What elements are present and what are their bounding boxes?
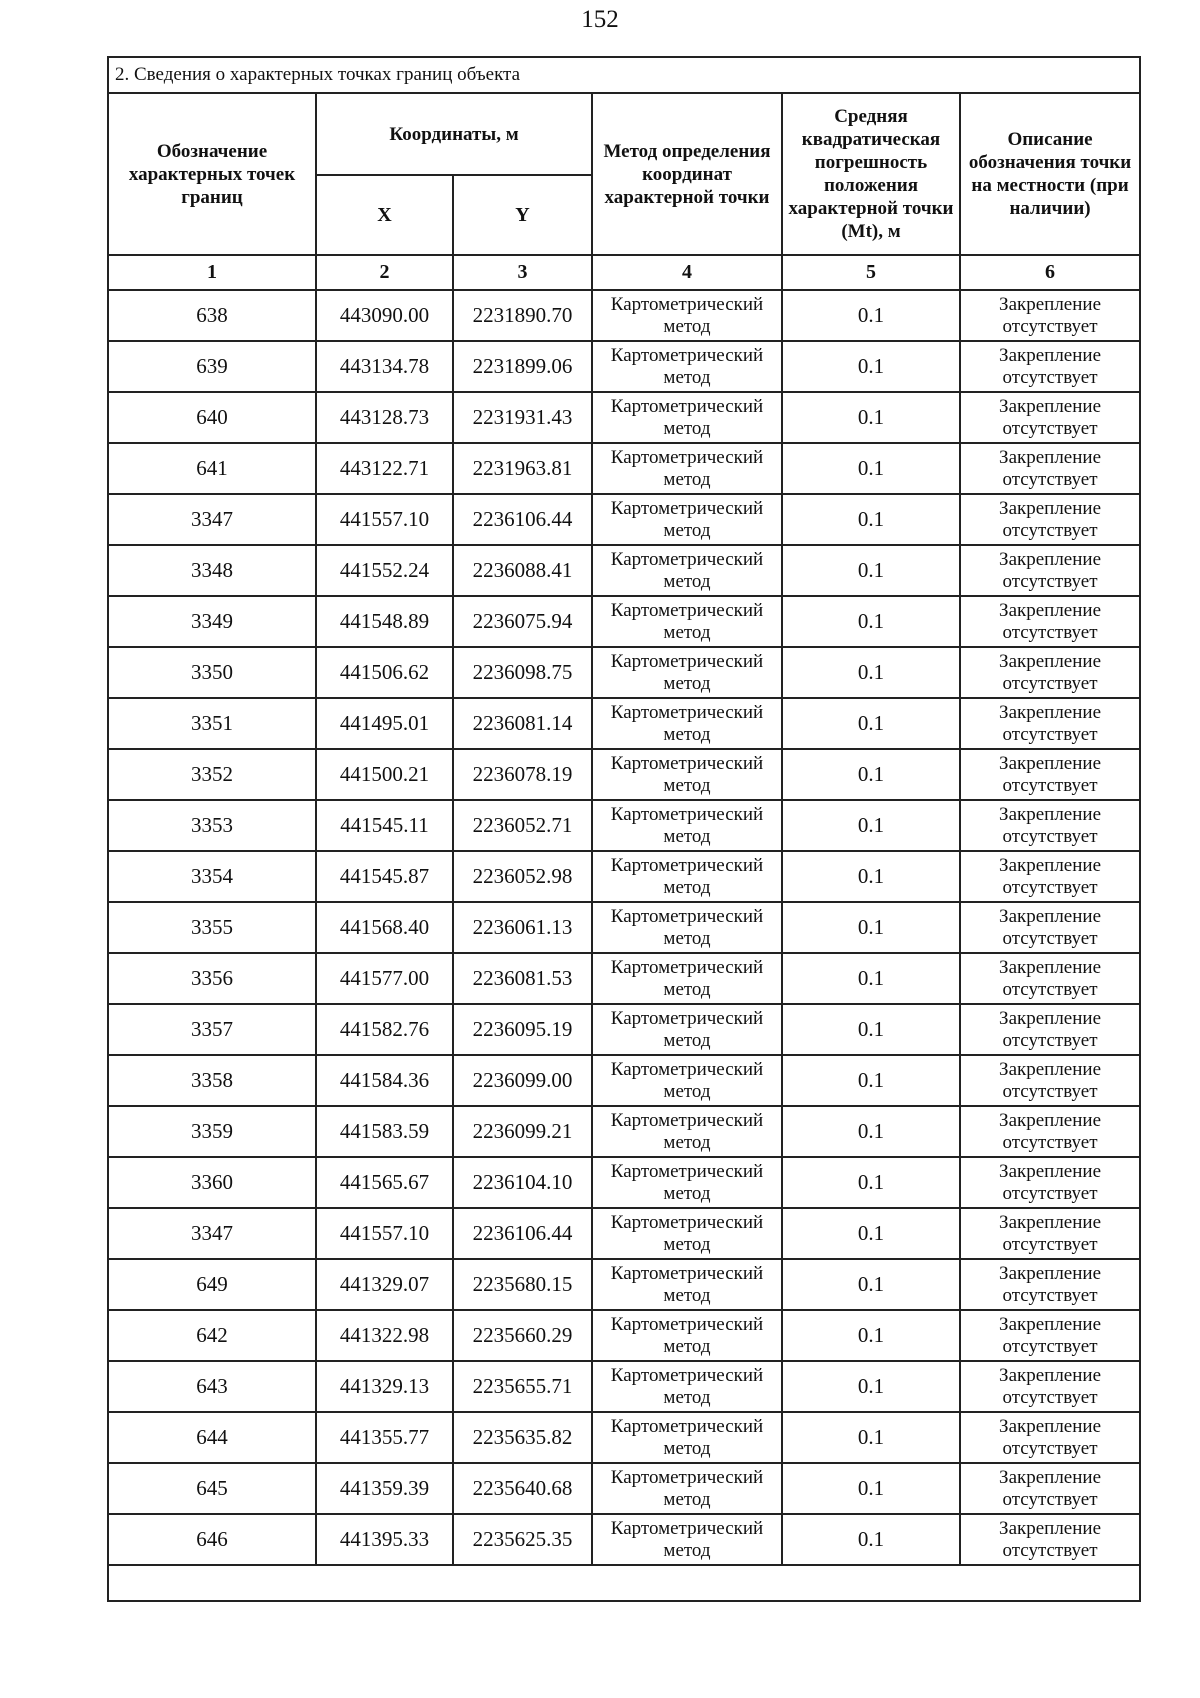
description-line: отсутствует — [1002, 1080, 1098, 1102]
description-line: отсутствует — [1002, 570, 1098, 592]
error-value: 0.1 — [782, 1412, 960, 1463]
section-title: 2. Сведения о характерных точках границ объекта — [108, 57, 1140, 93]
method-line: метод — [663, 519, 711, 541]
coord-x: 441395.33 — [316, 1514, 453, 1565]
description-cell — [960, 1055, 1140, 1106]
description-line: Закрепление — [999, 446, 1102, 468]
description-line: отсутствует — [1002, 417, 1098, 439]
coord-x: 441500.21 — [316, 749, 453, 800]
coord-x: 441329.13 — [316, 1361, 453, 1412]
method-line: метод — [663, 1080, 711, 1102]
error-value: 0.1 — [782, 443, 960, 494]
page-number: 152 — [581, 6, 619, 33]
coord-y: 2231931.43 — [453, 392, 592, 443]
method-cell — [592, 1463, 782, 1514]
column-number: 4 — [592, 255, 782, 290]
table-row — [108, 851, 1140, 902]
method-line: Картометрический — [610, 446, 764, 468]
method-line: Картометрический — [610, 1313, 764, 1335]
description-cell — [960, 290, 1140, 341]
point-number: 3359 — [108, 1106, 316, 1157]
description-line: отсутствует — [1002, 1284, 1098, 1306]
description-line: Закрепление — [999, 1517, 1102, 1539]
description-cell — [960, 443, 1140, 494]
method-cell — [592, 1412, 782, 1463]
point-number: 646 — [108, 1514, 316, 1565]
method-line: метод — [663, 1284, 711, 1306]
table-row — [108, 647, 1140, 698]
description-cell — [960, 1361, 1140, 1412]
coord-x: 441583.59 — [316, 1106, 453, 1157]
method-line: Картометрический — [610, 599, 764, 621]
table-row — [108, 392, 1140, 443]
error-value: 0.1 — [782, 1157, 960, 1208]
method-cell — [592, 341, 782, 392]
description-line: Закрепление — [999, 854, 1102, 876]
method-cell — [592, 545, 782, 596]
table-row — [108, 1361, 1140, 1412]
table-row — [108, 1463, 1140, 1514]
error-value: 0.1 — [782, 1106, 960, 1157]
description-line: Закрепление — [999, 1313, 1102, 1335]
description-cell — [960, 596, 1140, 647]
coord-x: 441582.76 — [316, 1004, 453, 1055]
method-line: метод — [663, 1539, 711, 1561]
description-line: Закрепление — [999, 497, 1102, 519]
coord-x: 443122.71 — [316, 443, 453, 494]
method-line: метод — [663, 468, 711, 490]
point-number: 3350 — [108, 647, 316, 698]
coord-x: 441359.39 — [316, 1463, 453, 1514]
description-cell — [960, 494, 1140, 545]
description-line: отсутствует — [1002, 519, 1098, 541]
method-line: метод — [663, 927, 711, 949]
coord-y: 2236099.00 — [453, 1055, 592, 1106]
table-row — [108, 596, 1140, 647]
description-line: отсутствует — [1002, 1233, 1098, 1255]
header-description: Описание обозначения точки на местности (при наличии) — [960, 93, 1140, 255]
coord-x: 441329.07 — [316, 1259, 453, 1310]
method-cell — [592, 1055, 782, 1106]
description-line: Закрепление — [999, 650, 1102, 672]
method-cell — [592, 1259, 782, 1310]
coord-y: 2235680.15 — [453, 1259, 592, 1310]
coord-y: 2236061.13 — [453, 902, 592, 953]
method-cell — [592, 953, 782, 1004]
method-line: метод — [663, 672, 711, 694]
column-number: 5 — [782, 255, 960, 290]
error-value: 0.1 — [782, 545, 960, 596]
coord-y: 2236088.41 — [453, 545, 592, 596]
method-line: Картометрический — [610, 1517, 764, 1539]
description-line: Закрепление — [999, 1160, 1102, 1182]
method-cell — [592, 1004, 782, 1055]
point-number: 3351 — [108, 698, 316, 749]
description-line: отсутствует — [1002, 927, 1098, 949]
point-number: 644 — [108, 1412, 316, 1463]
method-line: метод — [663, 1182, 711, 1204]
column-number: 1 — [108, 255, 316, 290]
error-value: 0.1 — [782, 494, 960, 545]
coord-y: 2236106.44 — [453, 494, 592, 545]
description-line: отсутствует — [1002, 1488, 1098, 1510]
coord-y: 2236081.53 — [453, 953, 592, 1004]
method-cell — [592, 851, 782, 902]
point-number: 3356 — [108, 953, 316, 1004]
coord-y: 2236081.14 — [453, 698, 592, 749]
method-line: Картометрический — [610, 293, 764, 315]
description-cell — [960, 1259, 1140, 1310]
coord-x: 441545.11 — [316, 800, 453, 851]
description-line: Закрепление — [999, 752, 1102, 774]
method-cell — [592, 392, 782, 443]
description-line: отсутствует — [1002, 723, 1098, 745]
method-line: Картометрический — [610, 752, 764, 774]
point-number: 3352 — [108, 749, 316, 800]
description-cell — [960, 1157, 1140, 1208]
table-row — [108, 953, 1140, 1004]
coord-x: 441577.00 — [316, 953, 453, 1004]
description-line: отсутствует — [1002, 978, 1098, 1000]
point-number: 642 — [108, 1310, 316, 1361]
method-line: метод — [663, 621, 711, 643]
description-cell — [960, 953, 1140, 1004]
method-line: Картометрический — [610, 803, 764, 825]
coord-y: 2235640.68 — [453, 1463, 592, 1514]
coord-y: 2236052.71 — [453, 800, 592, 851]
header-y: Y — [453, 175, 592, 255]
method-cell — [592, 1310, 782, 1361]
description-line: отсутствует — [1002, 621, 1098, 643]
error-value: 0.1 — [782, 1055, 960, 1106]
description-line: Закрепление — [999, 548, 1102, 570]
column-numbers-row — [108, 255, 1140, 290]
description-line: Закрепление — [999, 395, 1102, 417]
coord-x: 443090.00 — [316, 290, 453, 341]
method-line: Картометрический — [610, 701, 764, 723]
boundary-points-table — [107, 56, 1141, 1602]
description-cell — [960, 1514, 1140, 1565]
description-cell — [960, 341, 1140, 392]
description-line: Закрепление — [999, 293, 1102, 315]
coord-y: 2231890.70 — [453, 290, 592, 341]
method-line: метод — [663, 978, 711, 1000]
method-line: метод — [663, 1131, 711, 1153]
method-line: метод — [663, 1233, 711, 1255]
error-value: 0.1 — [782, 1208, 960, 1259]
point-number: 640 — [108, 392, 316, 443]
coord-x: 443128.73 — [316, 392, 453, 443]
point-number: 3348 — [108, 545, 316, 596]
error-value: 0.1 — [782, 341, 960, 392]
error-value: 0.1 — [782, 902, 960, 953]
point-number: 3360 — [108, 1157, 316, 1208]
method-line: метод — [663, 417, 711, 439]
table-row — [108, 749, 1140, 800]
table-row — [108, 341, 1140, 392]
coord-x: 441548.89 — [316, 596, 453, 647]
description-line: Закрепление — [999, 803, 1102, 825]
method-cell — [592, 1106, 782, 1157]
description-line: Закрепление — [999, 1466, 1102, 1488]
description-cell — [960, 851, 1140, 902]
method-line: Картометрический — [610, 854, 764, 876]
description-cell — [960, 647, 1140, 698]
coord-y: 2235655.71 — [453, 1361, 592, 1412]
empty-cell — [108, 1565, 1140, 1601]
coord-x: 441495.01 — [316, 698, 453, 749]
method-line: Картометрический — [610, 1364, 764, 1386]
point-number: 3357 — [108, 1004, 316, 1055]
description-line: отсутствует — [1002, 1539, 1098, 1561]
description-line: отсутствует — [1002, 1437, 1098, 1459]
column-number: 6 — [960, 255, 1140, 290]
description-line: Закрепление — [999, 1364, 1102, 1386]
column-number: 3 — [453, 255, 592, 290]
method-line: метод — [663, 876, 711, 898]
method-line: Картометрический — [610, 344, 764, 366]
error-value: 0.1 — [782, 392, 960, 443]
error-value: 0.1 — [782, 596, 960, 647]
coord-x: 441568.40 — [316, 902, 453, 953]
error-value: 0.1 — [782, 749, 960, 800]
description-cell — [960, 749, 1140, 800]
description-line: отсутствует — [1002, 825, 1098, 847]
description-line: Закрепление — [999, 344, 1102, 366]
description-line: отсутствует — [1002, 1029, 1098, 1051]
point-number: 643 — [108, 1361, 316, 1412]
description-cell — [960, 1463, 1140, 1514]
table-row — [108, 1310, 1140, 1361]
description-line: отсутствует — [1002, 1335, 1098, 1357]
header-method: Метод определения координат характерной точки — [592, 93, 782, 255]
error-value: 0.1 — [782, 1514, 960, 1565]
point-number: 3358 — [108, 1055, 316, 1106]
method-line: Картометрический — [610, 650, 764, 672]
description-line: Закрепление — [999, 599, 1102, 621]
method-line: метод — [663, 723, 711, 745]
error-value: 0.1 — [782, 1361, 960, 1412]
header-coordinates: Координаты, м — [316, 93, 592, 175]
coord-y: 2231899.06 — [453, 341, 592, 392]
coord-x: 441565.67 — [316, 1157, 453, 1208]
method-line: метод — [663, 825, 711, 847]
method-line: метод — [663, 315, 711, 337]
method-line: Картометрический — [610, 1211, 764, 1233]
method-cell — [592, 800, 782, 851]
description-line: отсутствует — [1002, 1182, 1098, 1204]
point-number: 3354 — [108, 851, 316, 902]
method-line: Картометрический — [610, 956, 764, 978]
header-x: X — [316, 175, 453, 255]
method-line: Картометрический — [610, 548, 764, 570]
description-cell — [960, 1310, 1140, 1361]
description-line: отсутствует — [1002, 315, 1098, 337]
coord-y: 2236075.94 — [453, 596, 592, 647]
point-number: 638 — [108, 290, 316, 341]
point-number: 3355 — [108, 902, 316, 953]
header-error: Средняя квадратическая погрешность положения характерной точки (Mt), м — [782, 93, 960, 255]
table-row — [108, 1412, 1140, 1463]
coord-x: 441355.77 — [316, 1412, 453, 1463]
method-cell — [592, 1514, 782, 1565]
point-number: 3353 — [108, 800, 316, 851]
coord-y: 2236052.98 — [453, 851, 592, 902]
coord-y: 2235635.82 — [453, 1412, 592, 1463]
error-value: 0.1 — [782, 647, 960, 698]
coord-y: 2236078.19 — [453, 749, 592, 800]
description-line: Закрепление — [999, 1058, 1102, 1080]
description-cell — [960, 902, 1140, 953]
method-line: Картометрический — [610, 395, 764, 417]
description-cell — [960, 1004, 1140, 1055]
coord-y: 2236095.19 — [453, 1004, 592, 1055]
method-line: метод — [663, 1386, 711, 1408]
description-line: отсутствует — [1002, 672, 1098, 694]
error-value: 0.1 — [782, 698, 960, 749]
method-line: Картометрический — [610, 1058, 764, 1080]
coord-x: 441545.87 — [316, 851, 453, 902]
description-line: отсутствует — [1002, 366, 1098, 388]
table-row — [108, 800, 1140, 851]
method-line: метод — [663, 1335, 711, 1357]
description-line: Закрепление — [999, 905, 1102, 927]
method-cell — [592, 596, 782, 647]
coord-x: 441506.62 — [316, 647, 453, 698]
error-value: 0.1 — [782, 290, 960, 341]
method-line: Картометрический — [610, 905, 764, 927]
error-value: 0.1 — [782, 953, 960, 1004]
error-value: 0.1 — [782, 1259, 960, 1310]
coord-x: 443134.78 — [316, 341, 453, 392]
table-row — [108, 1055, 1140, 1106]
description-line: Закрепление — [999, 1415, 1102, 1437]
table-row — [108, 290, 1140, 341]
point-number: 3347 — [108, 494, 316, 545]
method-line: метод — [663, 570, 711, 592]
table-row — [108, 1208, 1140, 1259]
description-cell — [960, 698, 1140, 749]
description-line: отсутствует — [1002, 1131, 1098, 1153]
point-number: 649 — [108, 1259, 316, 1310]
coord-x: 441322.98 — [316, 1310, 453, 1361]
coord-x: 441552.24 — [316, 545, 453, 596]
description-cell — [960, 392, 1140, 443]
method-cell — [592, 1157, 782, 1208]
coord-y: 2236106.44 — [453, 1208, 592, 1259]
coord-x: 441557.10 — [316, 494, 453, 545]
method-cell — [592, 698, 782, 749]
description-line: Закрепление — [999, 701, 1102, 723]
description-cell — [960, 1412, 1140, 1463]
description-line: Закрепление — [999, 956, 1102, 978]
description-line: отсутствует — [1002, 774, 1098, 796]
description-line: Закрепление — [999, 1262, 1102, 1284]
table-row — [108, 902, 1140, 953]
point-number: 645 — [108, 1463, 316, 1514]
description-line: Закрепление — [999, 1109, 1102, 1131]
coord-y: 2236098.75 — [453, 647, 592, 698]
table-row — [108, 545, 1140, 596]
error-value: 0.1 — [782, 800, 960, 851]
column-number: 2 — [316, 255, 453, 290]
coord-y: 2231963.81 — [453, 443, 592, 494]
error-value: 0.1 — [782, 851, 960, 902]
method-line: Картометрический — [610, 1007, 764, 1029]
table-body — [108, 290, 1140, 1565]
point-number: 3349 — [108, 596, 316, 647]
table-row — [108, 443, 1140, 494]
point-number: 641 — [108, 443, 316, 494]
method-line: метод — [663, 366, 711, 388]
method-cell — [592, 902, 782, 953]
method-line: Картометрический — [610, 1109, 764, 1131]
method-cell — [592, 749, 782, 800]
description-cell — [960, 800, 1140, 851]
method-cell — [592, 647, 782, 698]
error-value: 0.1 — [782, 1463, 960, 1514]
description-line: Закрепление — [999, 1007, 1102, 1029]
description-line: Закрепление — [999, 1211, 1102, 1233]
method-line: Картометрический — [610, 1466, 764, 1488]
method-cell — [592, 443, 782, 494]
description-line: отсутствует — [1002, 876, 1098, 898]
coord-y: 2235625.35 — [453, 1514, 592, 1565]
method-line: метод — [663, 1437, 711, 1459]
description-cell — [960, 1106, 1140, 1157]
table-row — [108, 1157, 1140, 1208]
method-cell — [592, 1361, 782, 1412]
point-number: 3347 — [108, 1208, 316, 1259]
header-designation: Обозначение характерных точек границ — [108, 93, 316, 255]
error-value: 0.1 — [782, 1310, 960, 1361]
table-row — [108, 1259, 1140, 1310]
method-line: метод — [663, 774, 711, 796]
method-line: Картометрический — [610, 1415, 764, 1437]
description-line: отсутствует — [1002, 468, 1098, 490]
coord-x: 441584.36 — [316, 1055, 453, 1106]
empty-footer-row — [108, 1565, 1140, 1601]
method-line: Картометрический — [610, 1262, 764, 1284]
description-cell — [960, 1208, 1140, 1259]
coord-y: 2235660.29 — [453, 1310, 592, 1361]
table-row — [108, 1004, 1140, 1055]
method-line: Картометрический — [610, 1160, 764, 1182]
coord-y: 2236099.21 — [453, 1106, 592, 1157]
method-cell — [592, 1208, 782, 1259]
table-row — [108, 494, 1140, 545]
method-line: метод — [663, 1029, 711, 1051]
coord-x: 441557.10 — [316, 1208, 453, 1259]
table-row — [108, 1514, 1140, 1565]
method-line: Картометрический — [610, 497, 764, 519]
method-cell — [592, 290, 782, 341]
error-value: 0.1 — [782, 1004, 960, 1055]
description-line: отсутствует — [1002, 1386, 1098, 1408]
table-row — [108, 1106, 1140, 1157]
description-cell — [960, 545, 1140, 596]
method-line: метод — [663, 1488, 711, 1510]
method-cell — [592, 494, 782, 545]
coord-y: 2236104.10 — [453, 1157, 592, 1208]
table-row — [108, 698, 1140, 749]
point-number: 639 — [108, 341, 316, 392]
